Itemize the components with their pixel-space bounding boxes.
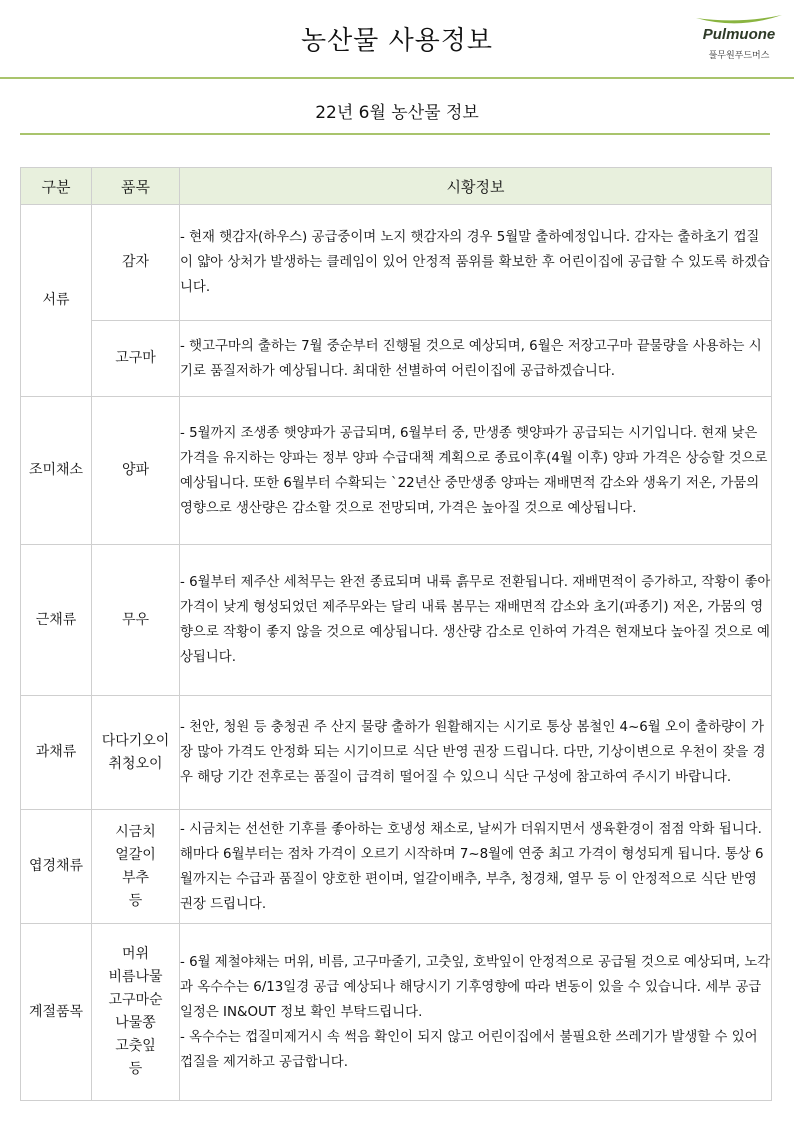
info-cell: - 5월까지 조생종 햇양파가 공급되며, 6월부터 중, 만생종 햇양파가 공급되는 시기입니다. 현재 낮은 가격을 유지하는 양파는 정부 양파 수급대책 계획으로 종료이후(4월 이후) 양파 가격은 상승할 것으로 예상됩니다. 또한 6월부터 수확되는 `22년산 중만생종 양파는 재배면적 감소와 생육기 저온, 가뭄의 영향으로 생산량은 감소할 것으로 전망되며, 가격은 높아질 것으로 예상됩니다.	[180, 397, 772, 545]
info-cell: - 햇고구마의 출하는 7월 중순부터 진행될 것으로 예상되며, 6월은 저장고구마 끝물량을 사용하는 시기로 품질저하가 예상됩니다. 최대한 선별하여 어린이집에 공급하겠습니다.	[180, 321, 772, 397]
header-item: 품목	[92, 168, 180, 205]
item-name: 나물쫑	[115, 1015, 156, 1031]
page-title: 농산물 사용정보	[300, 26, 494, 56]
item-name: 등	[128, 892, 143, 909]
category-cell: 조미채소	[21, 397, 92, 545]
item-cell	[92, 205, 180, 321]
item-name: 감자	[121, 254, 150, 270]
table-row	[21, 810, 772, 924]
item-name: 고구마순	[108, 992, 163, 1008]
info-paragraph: - 옥수수는 껍질미제거시 속 썩음 확인이 되지 않고 어린이집에서 불필요한 쓰레기가 발생할 수 있어 껍질을 제거하고 공급합니다.	[180, 1029, 758, 1070]
pulmuone-logo	[694, 12, 784, 72]
category-cell: 계절품목	[21, 924, 92, 1101]
item-name: 머위	[121, 946, 150, 962]
header-category: 구분	[21, 168, 92, 205]
table-header-row	[21, 168, 772, 205]
category-cell: 엽경채류	[21, 810, 92, 924]
item-name: 고구마	[115, 350, 156, 366]
item-cell	[92, 696, 180, 810]
table-row	[21, 696, 772, 810]
item-cell	[92, 924, 180, 1101]
info-cell: - 6월부터 제주산 세척무는 완전 종료되며 내륙 흙무로 전환됩니다. 재배면적이 증가하고, 작황이 좋아 가격이 낮게 형성되었던 제주무와는 달리 내륙 봄무는 재배면적 감소와 초기(파종기) 저온, 가뭄의 영향으로 작황이 좋지 않을 것으로 예상됩니다. 생산량 감소로 인하여 가격은 현재보다 높아질 것으로 예상됩니다.	[180, 545, 772, 696]
info-cell: - 시금치는 선선한 기후를 좋아하는 호냉성 채소로, 날씨가 더워지면서 생육환경이 점점 악화 됩니다. 해마다 6월부터는 점차 가격이 오르기 시작하며 7~8월에 연중 최고 가격이 형성되게 됩니다. 통상 6월까지는 수급과 품질이 양호한 편이며, 얼갈이배추, 부추, 청경채, 열무 등 이 안정적으로 식단 반영 권장 드립니다.	[180, 810, 772, 924]
table-row	[21, 321, 772, 397]
item-name: 취청오이	[108, 755, 163, 772]
page-header	[0, 0, 794, 80]
table-row	[21, 397, 772, 545]
page-subtitle: 22년 6월 농산물 정보	[315, 103, 479, 123]
info-cell	[180, 924, 772, 1101]
produce-info-table	[20, 167, 772, 1101]
logo-subtext: 풀무원푸드머스	[708, 51, 770, 61]
item-name: 양파	[121, 462, 150, 478]
category-cell: 서류	[21, 205, 92, 397]
item-name: 비름나물	[108, 969, 163, 985]
subtitle-divider	[20, 133, 770, 135]
table-row	[21, 205, 772, 321]
item-cell	[92, 545, 180, 696]
item-name: 다다기오이	[101, 732, 170, 749]
info-cell: - 현재 햇감자(하우스) 공급중이며 노지 햇감자의 경우 5월말 출하예정입니다. 감자는 출하초기 껍질이 얇아 상처가 발생하는 클레임이 있어 안정적 품위를 확보한 후 어린이집에 공급할 수 있도록 하겠습니다.	[180, 205, 772, 321]
table-row	[21, 924, 772, 1101]
item-name: 얼갈이	[115, 846, 156, 863]
category-cell: 근채류	[21, 545, 92, 696]
logo-name: Pulmuone	[702, 26, 776, 43]
item-cell	[92, 397, 180, 545]
item-name: 부추	[121, 869, 150, 886]
item-cell	[92, 810, 180, 924]
header-divider	[0, 77, 794, 79]
category-cell: 과채류	[21, 696, 92, 810]
table-row	[21, 545, 772, 696]
header-market-info: 시황정보	[180, 168, 772, 205]
item-cell	[92, 321, 180, 397]
item-name: 무우	[121, 611, 150, 628]
item-name: 고춧잎	[115, 1038, 156, 1054]
item-name: 시금치	[115, 823, 156, 840]
item-name: 등	[128, 1061, 143, 1077]
info-cell: - 천안, 청원 등 충청권 주 산지 물량 출하가 원활해지는 시기로 통상 봄철인 4~6월 오이 출하량이 가장 많아 가격도 안정화 되는 시기이므로 식단 반영 권장 드립니다. 다만, 기상이변으로 우천이 잦을 경우 해당 기간 전후로는 품질이 급격히 떨어질 수 있으니 식단 구성에 참고하여 주시기 바랍니다.	[180, 696, 772, 810]
info-paragraph: - 6월 제철야채는 머위, 비름, 고구마줄기, 고춧잎, 호박잎이 안정적으로 공급될 것으로 예상되며, 노각과 옥수수는 6/13일경 공급 예상되나 해당시기 기후영향에 따라 변동이 있을 수 있습니다. 세부 공급일정은 IN&OUT 정보 확인 부탁드립니다.	[180, 954, 771, 1020]
